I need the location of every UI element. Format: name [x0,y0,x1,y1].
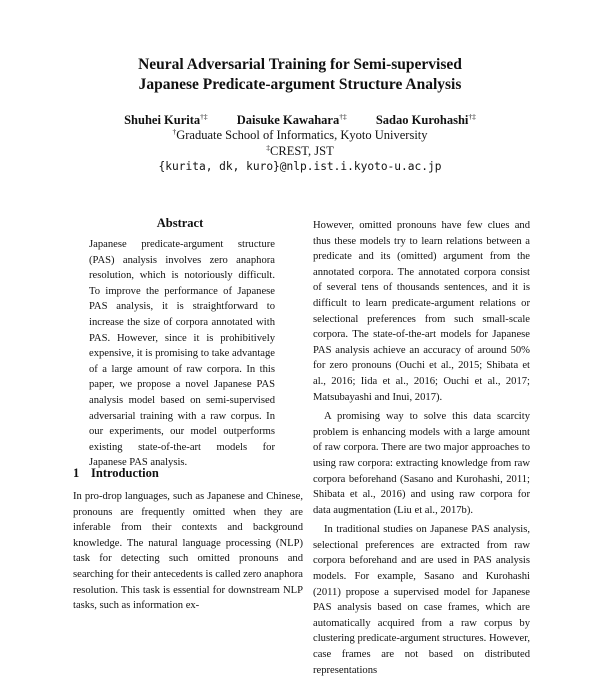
paragraph: A promising way to solve this data scarcity problem is enhancing models with a large amount of raw corpora. There are two major approaches to using raw corpora: extracting knowledge from raw corpora beforehand (Sasano and Kurohashi, 2011; Shibata et al., 2016) and using raw corpora for data augmentation (Liu et al., 2017b). [313,411,530,516]
author-list [0,112,600,128]
paper-title-line-2: Japanese Predicate-argument Structure Analysis [138,76,462,93]
section-heading [73,466,303,481]
paragraph: In traditional studies on Japanese PAS analysis, selectional preferences are extracted from raw corpora beforehand and are used in PAS analysis models. For example, Sasano and Kurohashi (2011) propose a supervised model for Japanese PAS analysis based on case frames, which are automatically acquired from a raw corpus by clustering predicate-argument structures. However, case frames are not based on distributed representations [313,524,530,676]
author: Shuhei Kurita†‡ [124,112,208,128]
section-number: 1 [73,466,80,480]
affiliation: †Graduate School of Informatics, Kyoto University [172,127,428,143]
paragraph: In pro-drop languages, such as Japanese and Chinese, pronouns are frequently omitted when they are inferable from their contexts and background knowledge. The natural language processing (NLP) task for detecting such omitted pronouns and searching for their antecedents is called zero anaphora resolution. This task is essential for downstream NLP tasks, such as information ex- [73,491,303,612]
author-email: {kurita, dk, kuro}@nlp.ist.i.kyoto-u.ac.jp [158,160,442,173]
paragraph: However, omitted pronouns have few clues and thus these models try to learn relations between a predicate and its (omitted) argument from the annotated corpora. The annotated corpora consist of several tens of thousands sentences, and it is difficult to learn predicate-argument relations or selectional preferences from such small-scale corpora. The state-of-the-art models for Japanese PAS analysis achieve an accuracy of around 50% for zero pronouns (Ouchi et al., 2015; Shibata et al., 2016; Iida et al., 2016; Ouchi et al., 2017; Matsubayashi and Inui, 2017). [313,220,530,403]
author: Daisuke Kawahara†‡ [236,112,347,128]
affiliation: ‡CREST, JST [266,143,334,159]
paper-title-line-1: Neural Adversarial Training for Semi-supervised [138,56,462,73]
right-column [313,218,530,676]
introduction-text [73,489,303,612]
abstract-text: Japanese predicate-argument structure (PAS) analysis involves zero anaphora resolution, which is notoriously difficult. To improve the performance of Japanese PAS analysis, it is straightforward to increase the size of corpora annotated with PAS. However, since it is prohibitively expensive, it is promising to take advantage of a large amount of raw corpora. In this paper, we propose a novel Japanese PAS analysis model based on semi-supervised adversarial training with a raw corpus. In our experiments, our model outperforms existing state-of-the-art models for Japanese PAS analysis. [89,239,275,469]
abstract-heading: Abstract [156,216,204,230]
section-title: Introduction [91,466,159,480]
author: Sadao Kurohashi†‡ [375,112,476,128]
